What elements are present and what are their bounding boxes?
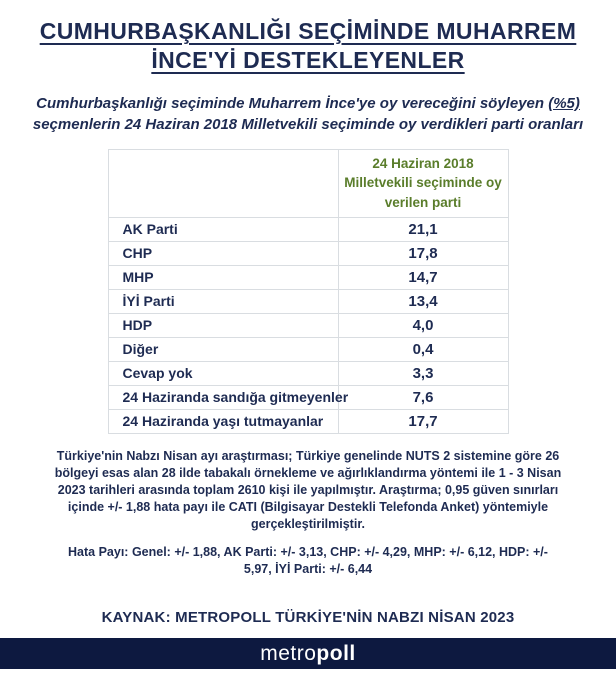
empty-header-cell: [108, 149, 338, 217]
table-row: [108, 265, 508, 289]
party-value: 13,4: [338, 289, 508, 313]
margin-of-error-footnote: Hata Payı: Genel: +/- 1,88, AK Parti: +/- 3,13, CHP: +/- 4,29, MHP: +/- 6,12, HDP: +/- 5,97, İYİ Parti: +/- 6,44: [68, 544, 548, 576]
party-value: 3,3: [338, 361, 508, 385]
party-label: Cevap yok: [108, 361, 338, 385]
party-value: 21,1: [338, 217, 508, 241]
party-value: 14,7: [338, 265, 508, 289]
party-label: 24 Haziranda sandığa gitmeyenler: [108, 385, 338, 409]
party-label: HDP: [108, 313, 338, 337]
table-row: [108, 313, 508, 337]
party-value: 17,7: [338, 409, 508, 433]
table-row: [108, 409, 508, 433]
party-label: İYİ Parti: [108, 289, 338, 313]
party-label: CHP: [108, 241, 338, 265]
poll-results-table: [108, 149, 509, 434]
subtitle-part2: seçmenlerin 24 Haziran 2018 Milletvekili seçiminde oy verdikleri parti oranları: [32, 116, 584, 134]
table-header-row: [108, 149, 508, 217]
table-row: [108, 217, 508, 241]
table-row: [108, 289, 508, 313]
party-value: 17,8: [338, 241, 508, 265]
subtitle-part1: Cumhurbaşkanlığı seçiminde Muharrem İnce'ye oy vereceğini söyleyen: [36, 94, 549, 112]
subtitle-highlight-percent: (%5): [548, 94, 580, 112]
party-value: 7,6: [338, 385, 508, 409]
party-label: Diğer: [108, 337, 338, 361]
logo-text-poll: poll: [316, 641, 356, 665]
party-value: 0,4: [338, 337, 508, 361]
metropoll-logo-bar: [0, 638, 616, 669]
party-label: MHP: [108, 265, 338, 289]
source-line: KAYNAK: METROPOLL TÜRKİYE'NİN NABZI NİSAN 2023: [101, 608, 515, 626]
table-row: [108, 361, 508, 385]
subtitle: [28, 93, 588, 136]
table-row: [108, 241, 508, 265]
value-column-header: 24 Haziran 2018 Milletvekili seçiminde oy verilen parti: [338, 149, 508, 217]
table-row: [108, 385, 508, 409]
table-row: [108, 337, 508, 361]
methodology-footnote: Türkiye'nin Nabzı Nisan ayı araştırması; Türkiye genelinde NUTS 2 sistemine göre 26 bölgeyi esas alan 28 ilde tabakalı örnekleme ve ağırlıklandırma yöntemi ile 1 - 3 Nisan 2023 tarihleri arasında toplam 2610 kişi ile yapılmıştır. Araştırma; 0,95 güven sınırları içinde +/- 1,88 hata payı ile CATI (Bilgisayar Destekli Telefonda Anket) yöntemiyle gerçekleştirilmiştir.: [54, 448, 562, 531]
party-label: AK Parti: [108, 217, 338, 241]
page-title: CUMHURBAŞKANLIĞI SEÇİMİNDE MUHARREM İNCE'Yİ DESTEKLEYENLER: [39, 18, 577, 73]
metropoll-logo: [260, 643, 356, 664]
party-value: 4,0: [338, 313, 508, 337]
logo-text-metro: metro: [260, 641, 317, 665]
party-label: 24 Haziranda yaşı tutmayanlar: [108, 409, 338, 433]
